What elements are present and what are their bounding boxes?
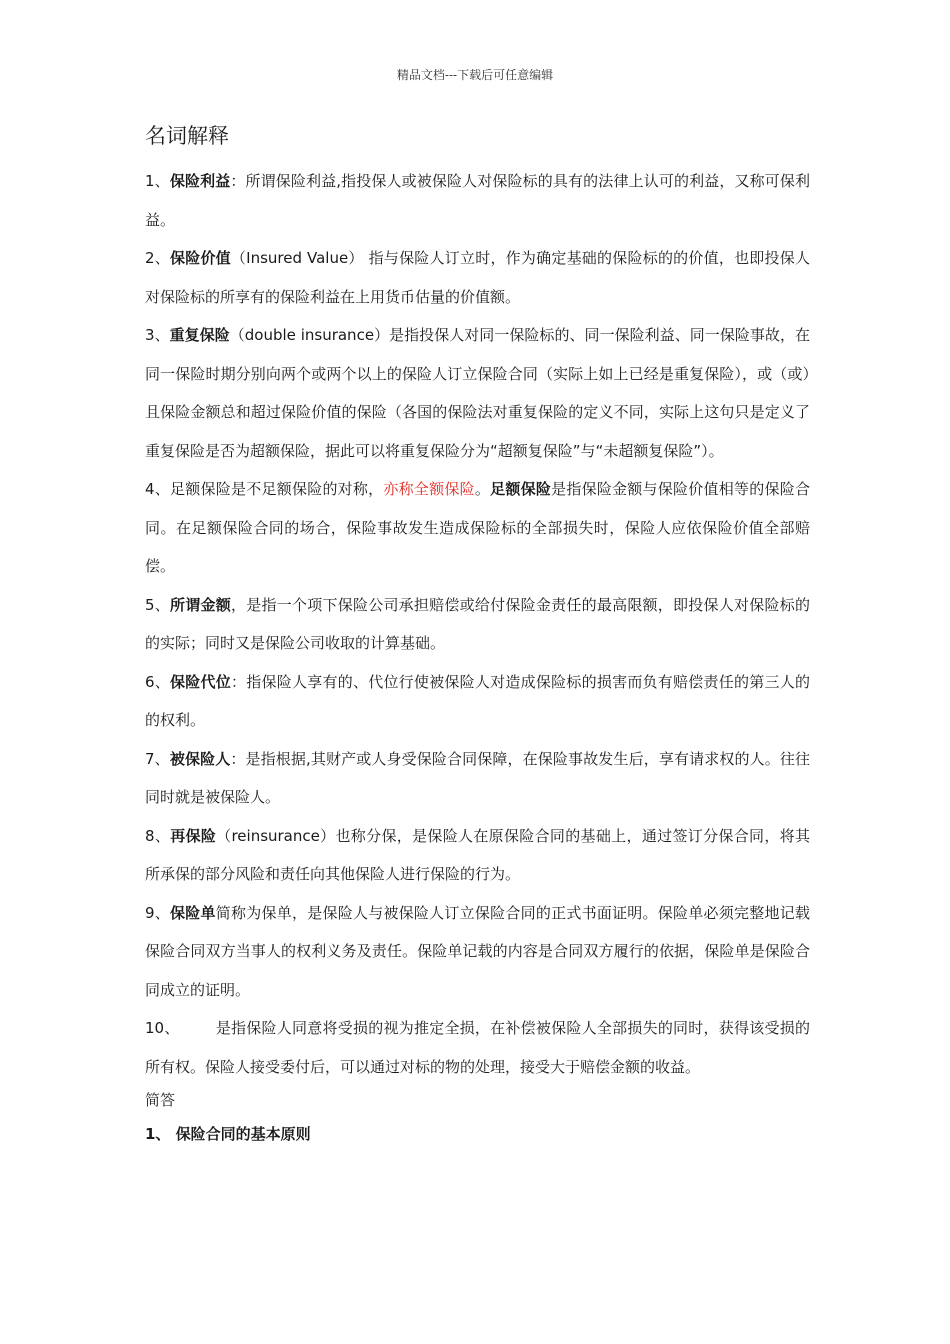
list-item xyxy=(145,817,810,894)
list-item xyxy=(145,586,810,663)
item-number: 5、 xyxy=(145,595,171,614)
page-header: 精品文档---下载后可任意编辑 xyxy=(396,68,554,82)
item-number: 3、 xyxy=(145,326,170,344)
item-text: ：指保险人享有的、代位行使被保险人对造成保险标的损害而负有赔偿责任的第三人的的权利。 xyxy=(145,672,810,729)
item-mid-text: 。 xyxy=(474,480,491,498)
item-text: ：所谓保险利益,指投保人或被保险人对保险标的具有的法律上认可的利益，又称可保利益。 xyxy=(145,172,810,229)
list-item xyxy=(145,894,810,1010)
item-term: 保险价值 xyxy=(170,249,231,267)
item-number: 9、 xyxy=(145,903,171,922)
item-text: 是指保险金额与保险价值相等的保险合同。在足额保险合同的场合，保险事故发生造成保险标的全部损失时，保险人应依保险价值全部赔偿。 xyxy=(145,480,810,575)
item-number: 10、 xyxy=(145,1019,180,1037)
item-text: （double insurance）是指投保人对同一保险标的、同一保险利益、同一保险事故，在同一保险时期分别向两个或两个以上的保险人订立保险合同（实际上如上已经是重复保险），或（或）且保险金额总和超过保险价值的保险（各国的保险法对重复保险的定义不同，实际上这句只是定义了重复保险是否为超额保险，据此可以将重复保险分为“超额复保险”与“未超额复保险”）。 xyxy=(145,326,810,460)
list-item xyxy=(145,316,810,470)
item-text: 是指保险人同意将受损的视为推定全损，在补偿被保险人全部损失的同时，获得该受损的所有权。保险人接受委付后，可以通过对标的物的处理，接受大于赔偿金额的收益。 xyxy=(145,1019,810,1076)
item-term: 足额保险 xyxy=(490,480,552,498)
item-text: ：是指根据,其财产或人身受保险合同保障，在保险事故发生后，享有请求权的人。往往同时就是被保险人。 xyxy=(145,749,810,806)
list-item xyxy=(145,1009,810,1086)
item-number: 7、 xyxy=(145,749,170,768)
item-pre-text: 足额保险是不足额保险的对称， xyxy=(170,480,384,498)
list-item xyxy=(145,663,810,740)
item-text: （reinsurance）也称分保，是保险人在原保险合同的基础上，通过签订分保合同，将其所承保的部分风险和责任向其他保险人进行保险的行为。 xyxy=(145,826,810,883)
item-text: 简称为保单，是保险人与被保险人订立保险合同的正式书面证明。保险单必须完整地记载保险合同双方当事人的权利义务及责任。保险单记载的内容是合同双方履行的依据，保险单是保险合同成立的证明。 xyxy=(145,903,810,999)
item-number: 2、 xyxy=(145,249,170,267)
item-text: ，是指一个项下保险公司承担赔偿或给付保险金责任的最高限额，即投保人对保险标的的实际；同时又是保险公司收取的计算基础。 xyxy=(145,595,810,652)
item-text: （Insured Value） 指与保险人订立时，作为确定基础的保险标的的价值，也即投保人对保险标的所享有的保险利益在上用货币估量的价值额。 xyxy=(145,249,810,306)
sub-heading: 1、 保险合同的基本原则 xyxy=(145,1125,311,1143)
list-item xyxy=(145,162,810,239)
item-term: 所谓金额 xyxy=(170,595,232,614)
section-title: 名词解释 xyxy=(145,124,229,148)
item-term: 保险利益 xyxy=(169,172,231,190)
item-number: 4、 xyxy=(145,480,171,498)
item-number: 1、 xyxy=(145,172,170,190)
document-body xyxy=(145,120,810,1154)
short-answer-title: 简答 xyxy=(145,1091,176,1109)
item-term: 保险代位 xyxy=(170,672,232,691)
item-term: 保险单 xyxy=(170,903,216,922)
list-item xyxy=(145,470,810,586)
item-term: 被保险人 xyxy=(169,749,231,768)
list-item xyxy=(145,740,810,817)
item-number: 6、 xyxy=(145,672,171,691)
highlighted-text: 亦称全额保险 xyxy=(383,480,475,498)
list-item xyxy=(145,239,810,316)
item-term: 再保险 xyxy=(170,826,217,845)
item-number: 8、 xyxy=(145,826,171,845)
item-term: 重复保险 xyxy=(169,326,230,344)
